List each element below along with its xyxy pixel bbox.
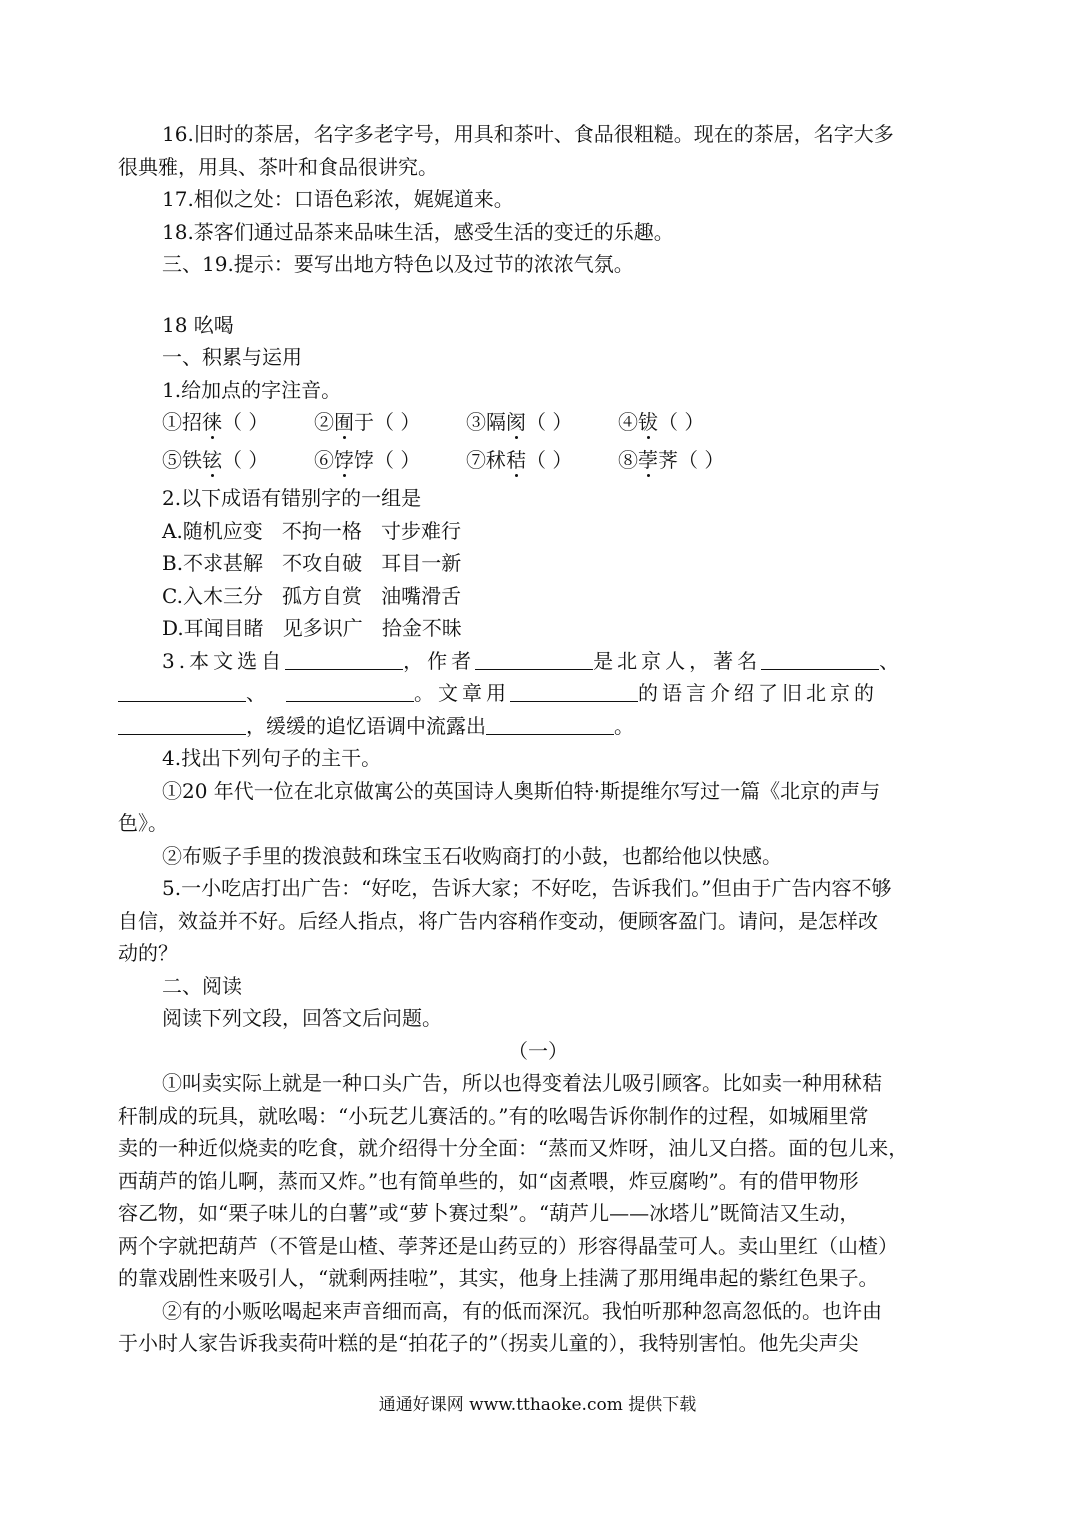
pinyin-item-8: ⑧荸荠（ ） (618, 448, 725, 472)
pinyin-item-3: ③隔阂（ ） (466, 410, 573, 434)
question-2-option-a: A.随机应变 不拘一格 寸步难行 (162, 518, 461, 543)
question-4-sentence-1b: 色》。 (118, 811, 168, 835)
reading-intro: 阅读下列文段，回答文后问题。 (162, 1006, 442, 1030)
pinyin-row-2 (118, 444, 958, 482)
blank (475, 649, 593, 670)
q3-text-5: 、 (246, 681, 270, 705)
q3-text-4: 、 (879, 648, 904, 673)
q3-text-7: 的语言介绍了旧北京的 (638, 681, 878, 705)
answer-16-line1: 16.旧时的茶居，名字多老字号，用具和茶叶、食品很粗糙。现在的茶居，名字大多 (162, 122, 894, 146)
question-4: 4.找出下列句子的主干。 (162, 746, 382, 770)
page-footer: 通通好课网 www.tthaoke.com 提供下载 (378, 1395, 697, 1415)
passage-para1-line2: 秆制成的玩具，就吆喝：“小玩艺儿赛活的。”有的吆喝告诉你制作的过程，如城厢里常 (118, 1103, 869, 1128)
pinyin-item-6: ⑥饽饽（ ） (314, 448, 421, 472)
passage-para1-line5: 容乙物，如“栗子味儿的白薯”或“萝卜赛过梨”。“葫芦儿——冰塔儿”既简洁又生动， (118, 1201, 860, 1225)
question-4-sentence-2: ②布贩子手里的拨浪鼓和珠宝玉石收购商打的小鼓，也都给他以快感。 (162, 843, 782, 868)
passage-para2-line2: 于小时人家告诉我卖荷叶糕的是“拍花子的”（拐卖儿童的），我特别害怕。他先尖声尖 (118, 1331, 859, 1355)
q3-text-3: 是北京人，著名 (593, 648, 762, 673)
answer-18: 18.茶客们通过品茶来品味生活，感受生活的变迁的乐趣。 (162, 219, 674, 244)
passage-para1-line7: 的靠戏剧性来吸引人，“就剩两挂啦”，其实，他身上挂满了那用绳串起的紫红色果子。 (118, 1266, 879, 1290)
pinyin-item-5: ⑤铁铉（ ） (162, 448, 269, 472)
question-2-option-d: D.耳闻目睹 见多识广 拾金不昧 (162, 616, 462, 640)
pinyin-item-2: ②囿于（ ） (314, 410, 421, 434)
question-1: 1.给加点的字注音。 (162, 377, 342, 402)
blank (285, 649, 403, 670)
question-2-option-b: B.不求甚解 不攻自破 耳目一新 (162, 551, 462, 575)
question-3-line1 (118, 645, 958, 678)
passage-para1-line6: 两个字就把葫芦（不管是山楂、荸荠还是山药豆的）形容得晶莹可人。卖山里红（山楂） (118, 1233, 898, 1258)
q3-text-6: 。文章用 (414, 681, 510, 705)
blank (118, 681, 246, 702)
pinyin-row-1 (118, 406, 958, 444)
passage-para2-line1: ②有的小贩吆喝起来声音细而高，有的低而深沉。我怕听那种忽高忽低的。也许由 (162, 1298, 882, 1323)
passage-para1-line4: 西葫芦的馅儿啊，蒸而又炸。”也有简单些的，如“卤煮喂，炸豆腐哟”。有的借甲物形 (118, 1168, 859, 1193)
part1-heading: 一、积累与运用 (162, 345, 302, 369)
passage-para1-line3: 卖的一种近似烧卖的吃食，就介绍得十分全面：“蒸而又炸呀，油儿又白搭。面的包儿来， (118, 1136, 909, 1160)
question-5-line1: 5.一小吃店打出广告：“好吃，告诉大家；不好吃，告诉我们。”但由于广告内容不够 (162, 876, 892, 900)
lesson-title: 18 吆喝 (162, 312, 234, 337)
passage-para1-line1: ①叫卖实际上就是一种口头广告，所以也得变着法儿吸引顾客。比如卖一种用秫秸 (162, 1071, 882, 1095)
blank (761, 649, 879, 670)
question-2-option-c: C.入木三分 孤方自赏 油嘴滑舌 (162, 583, 462, 608)
blank (118, 714, 246, 735)
blank (486, 714, 614, 735)
q3-text-1: 3.本文选自 (162, 648, 286, 673)
answer-16-line2: 很典雅，用具、茶叶和食品很讲究。 (118, 154, 438, 179)
answer-17: 17.相似之处：口语色彩浓，娓娓道来。 (162, 187, 514, 211)
document-body (118, 118, 958, 1360)
blank (510, 681, 638, 702)
question-3-line2 (118, 677, 958, 710)
part2-heading: 二、阅读 (162, 973, 242, 998)
q3-text-9: 。 (614, 713, 634, 738)
pinyin-item-1: ①招徕（ ） (162, 410, 269, 434)
q3-text-8: ，缓缓的追忆语调中流露出 (246, 713, 486, 738)
question-5-line2: 自信，效益并不好。后经人指点，将广告内容稍作变动，便顾客盈门。请问，是怎样改 (118, 908, 878, 933)
q3-text-2: ，作者 (403, 648, 476, 673)
question-2: 2.以下成语有错别字的一组是 (162, 486, 422, 510)
blank (286, 681, 414, 702)
question-5-line3: 动的？ (118, 941, 178, 965)
pinyin-item-4: ④钹（ ） (618, 410, 705, 434)
passage-subtitle: （一） (508, 1038, 568, 1063)
pinyin-item-7: ⑦秫秸（ ） (466, 448, 573, 472)
question-3-line3 (118, 710, 958, 743)
question-4-sentence-1a: ①20 年代一位在北京做寓公的英国诗人奥斯伯特·斯提维尔写过一篇《北京的声与 (162, 778, 881, 803)
answer-19: 三、19.提示：要写出地方特色以及过节的浓浓气氛。 (162, 252, 634, 276)
